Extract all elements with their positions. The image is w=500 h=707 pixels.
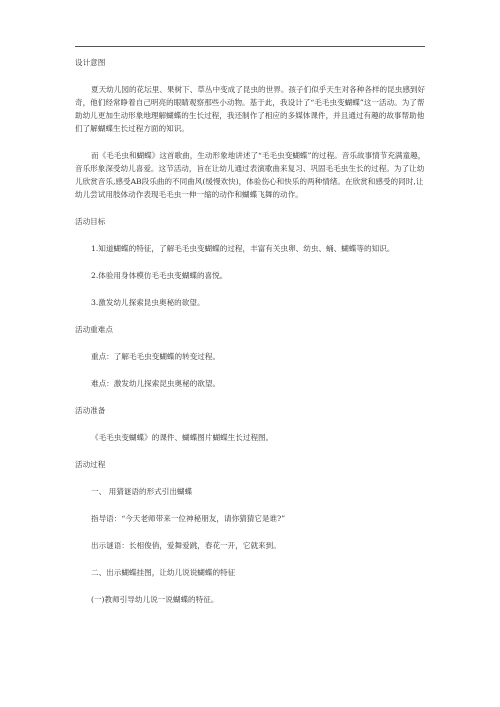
difficulty-point: 难点：激发幼儿探索昆虫奥秘的欲望。	[91, 379, 221, 388]
process-guide: 指导语：“今天老师带来一位神秘朋友，请你猜猜它是谁?”	[91, 514, 286, 523]
goal-1: 1.知道蝴蝶的特征，了解毛毛虫变蝴蝶的过程，丰富有关虫卵、幼虫、蛹、蝴蝶等的知识。	[91, 244, 395, 253]
key-point: 重点：了解毛毛虫变蝴蝶的转变过程。	[91, 352, 221, 361]
goal-3: 3.激发幼儿探索昆虫奥秘的欲望。	[91, 298, 205, 307]
heading-process: 活动过程	[75, 460, 106, 469]
goal-2: 2.体验用身体模仿毛毛虫变蝴蝶的喜悦。	[91, 271, 228, 280]
process-step-2: 二、出示蝴蝶挂图，让幼儿说说蝴蝶的特征	[91, 568, 236, 577]
heading-key-points: 活动重难点	[75, 325, 113, 334]
process-step-2a: (一)教师引导幼儿说一说蝴蝶的特征。	[91, 595, 219, 604]
design-intent-paragraph-2: 而《毛毛虫和蝴蝶》这首歌曲，生动形象地讲述了“毛毛虫变蝴蝶”的过程。音乐故事情节充满童趣，音乐形象深受幼儿喜爱。这节活动，旨在让幼儿通过表演歌曲来复习、巩固毛毛虫生长的过程。为了让幼儿欣赏音乐,感受AB段乐曲的不同曲风(缓慢欢快)，体验伤心和快乐的两种情绪。在欣赏和感受的同时,让幼儿尝试用肢体动作表现毛毛虫一伸一缩的动作和蝴蝶飞舞的动作。	[75, 151, 426, 199]
heading-preparation: 活动准备	[75, 406, 106, 415]
heading-goals: 活动目标	[75, 217, 106, 226]
document-body	[75, 56, 427, 606]
process-step-1: 一、 用猜谜语的形式引出蝴蝶	[91, 487, 193, 496]
heading-design-intent: 设计意图	[75, 58, 106, 67]
process-riddle: 出示谜语：长相俊俏，爱舞爱跳，春花一开，它就来到。	[91, 541, 281, 550]
design-intent-paragraph-1: 夏天幼儿园的花坛里、果树下、草丛中变成了昆虫的世界。孩子们似乎天生对各种各样的昆虫感到好奇，他们经常睁着自己明亮的眼睛观察那些小动物。基于此，我设计了“毛毛虫变蝴蝶”这一活动。为了帮助幼儿更加生动形象地理解蝴蝶的生长过程，我还制作了相应的多媒体课件，并且通过有趣的故事帮助他们了解蝴蝶生长过程方面的知识。	[75, 85, 426, 133]
header-rule	[75, 46, 425, 47]
preparation-text: 《毛毛虫变蝴蝶》的课件、蝴蝶图片蝴蝶生长过程图。	[91, 433, 274, 442]
